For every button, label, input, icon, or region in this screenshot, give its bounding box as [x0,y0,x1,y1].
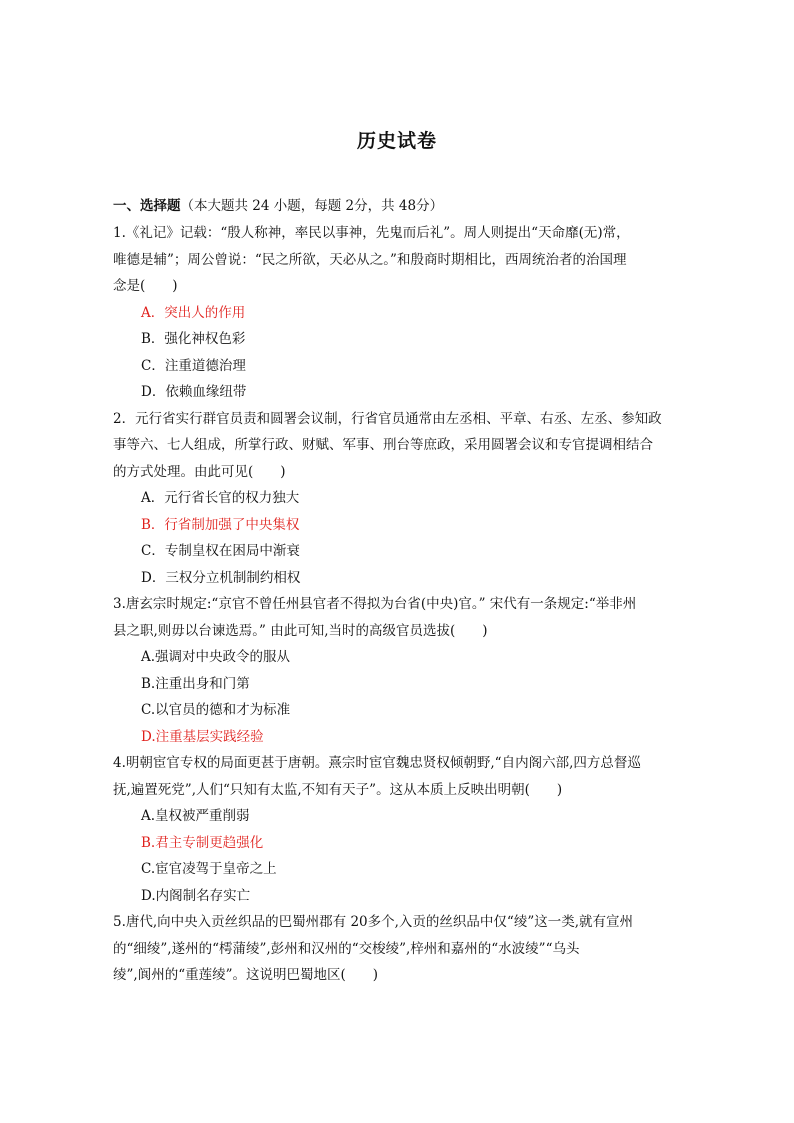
option-b: B.注重出身和门第 [141,675,250,692]
question-text-line: 2．元行省实行群官员责和圆署会议制，行省官员通常由左丞相、平章、右丞、左丞、参知政 [113,410,662,427]
question-text-line: 念是( ) [113,278,178,294]
option-a-answer: A．突出人的作用 [141,304,246,321]
section-title: 一、选择题 [113,198,181,214]
option-c: C．注重道德治理 [141,357,246,374]
question-2 [113,406,685,592]
question-text-line: 的“细绫”,遂州的“樗蒲绫”,彭州和汉州的“交梭绫”,梓州和嘉州的“水波绫”“乌头 [113,940,580,957]
option-b-answer: B.君主专制更趋强化 [141,834,264,851]
option-a: A．元行省长官的权力独大 [141,490,300,506]
option-a: A.强调对中央政令的服从 [141,649,291,665]
question-text-line: 1.《礼记》记载：“殷人称神，率民以事神，先鬼而后礼”。周人则提出“天命靡(无)常， [113,225,630,241]
section-note: （本大题共 24 小题，每题 2分，共 48分） [180,198,444,214]
question-3 [113,591,685,750]
option-c: C．专制皇权在困局中渐衰 [141,543,300,559]
question-text-line: 抚,遍置死党”,人们“只知有太监,不知有天子”。这从本质上反映出明朝( ) [113,781,563,798]
option-b: B．强化神权色彩 [141,331,246,347]
question-text-line: 县之职,则毋以台谏选焉。” 由此可知,当时的高级官员选拔( ) [113,622,488,639]
question-text-line: 事等六、七人组成，所掌行政、财赋、军事、刑台等庶政，采用圆署会议和专官提调相结合 [113,437,653,453]
question-text-line: 唯德是辅”；周公曾说：“民之所欲，天必从之。”和殷商时期相比，西周统治者的治国理 [113,251,627,268]
option-d-answer: D.注重基层实践经验 [141,728,264,745]
question-text-line: 4.明朝宦官专权的局面更甚于唐朝。熹宗时宦官魏忠贤权倾朝野,“自内阁六部,四方总督巡 [113,755,641,771]
option-d: D．依赖血缘纽带 [141,384,247,400]
question-1 [113,220,685,406]
question-list [113,220,685,989]
section-heading [113,194,443,214]
option-c: C.宦官凌驾于皇帝之上 [141,861,277,877]
option-d: D．三权分立机制制约相权 [141,569,301,586]
question-text-line: 5.唐代,向中央入贡丝织品的巴蜀州郡有 20多个,入贡的丝织品中仅“绫”这一类,就有宣州 [113,914,634,930]
question-4 [113,750,685,909]
option-d: D.内阁制名存实亡 [141,887,251,904]
question-text-line: 的方式处理。由此可见( ) [113,463,286,480]
page-title: 历史试卷 [356,130,437,152]
option-a: A.皇权被严重削弱 [141,808,250,824]
question-text-line: 绫”,阆州的“重莲绫”。这说明巴蜀地区( ) [113,967,379,983]
question-text-line: 3.唐玄宗时规定:“京官不曾任州县官者不得拟为台省(中央)官。” 宋代有一条规定:“举非州 [113,596,637,612]
question-5 [113,909,685,989]
option-c: C.以官员的德和才为标准 [141,702,291,718]
option-b-answer: B．行省制加强了中央集权 [141,516,300,533]
